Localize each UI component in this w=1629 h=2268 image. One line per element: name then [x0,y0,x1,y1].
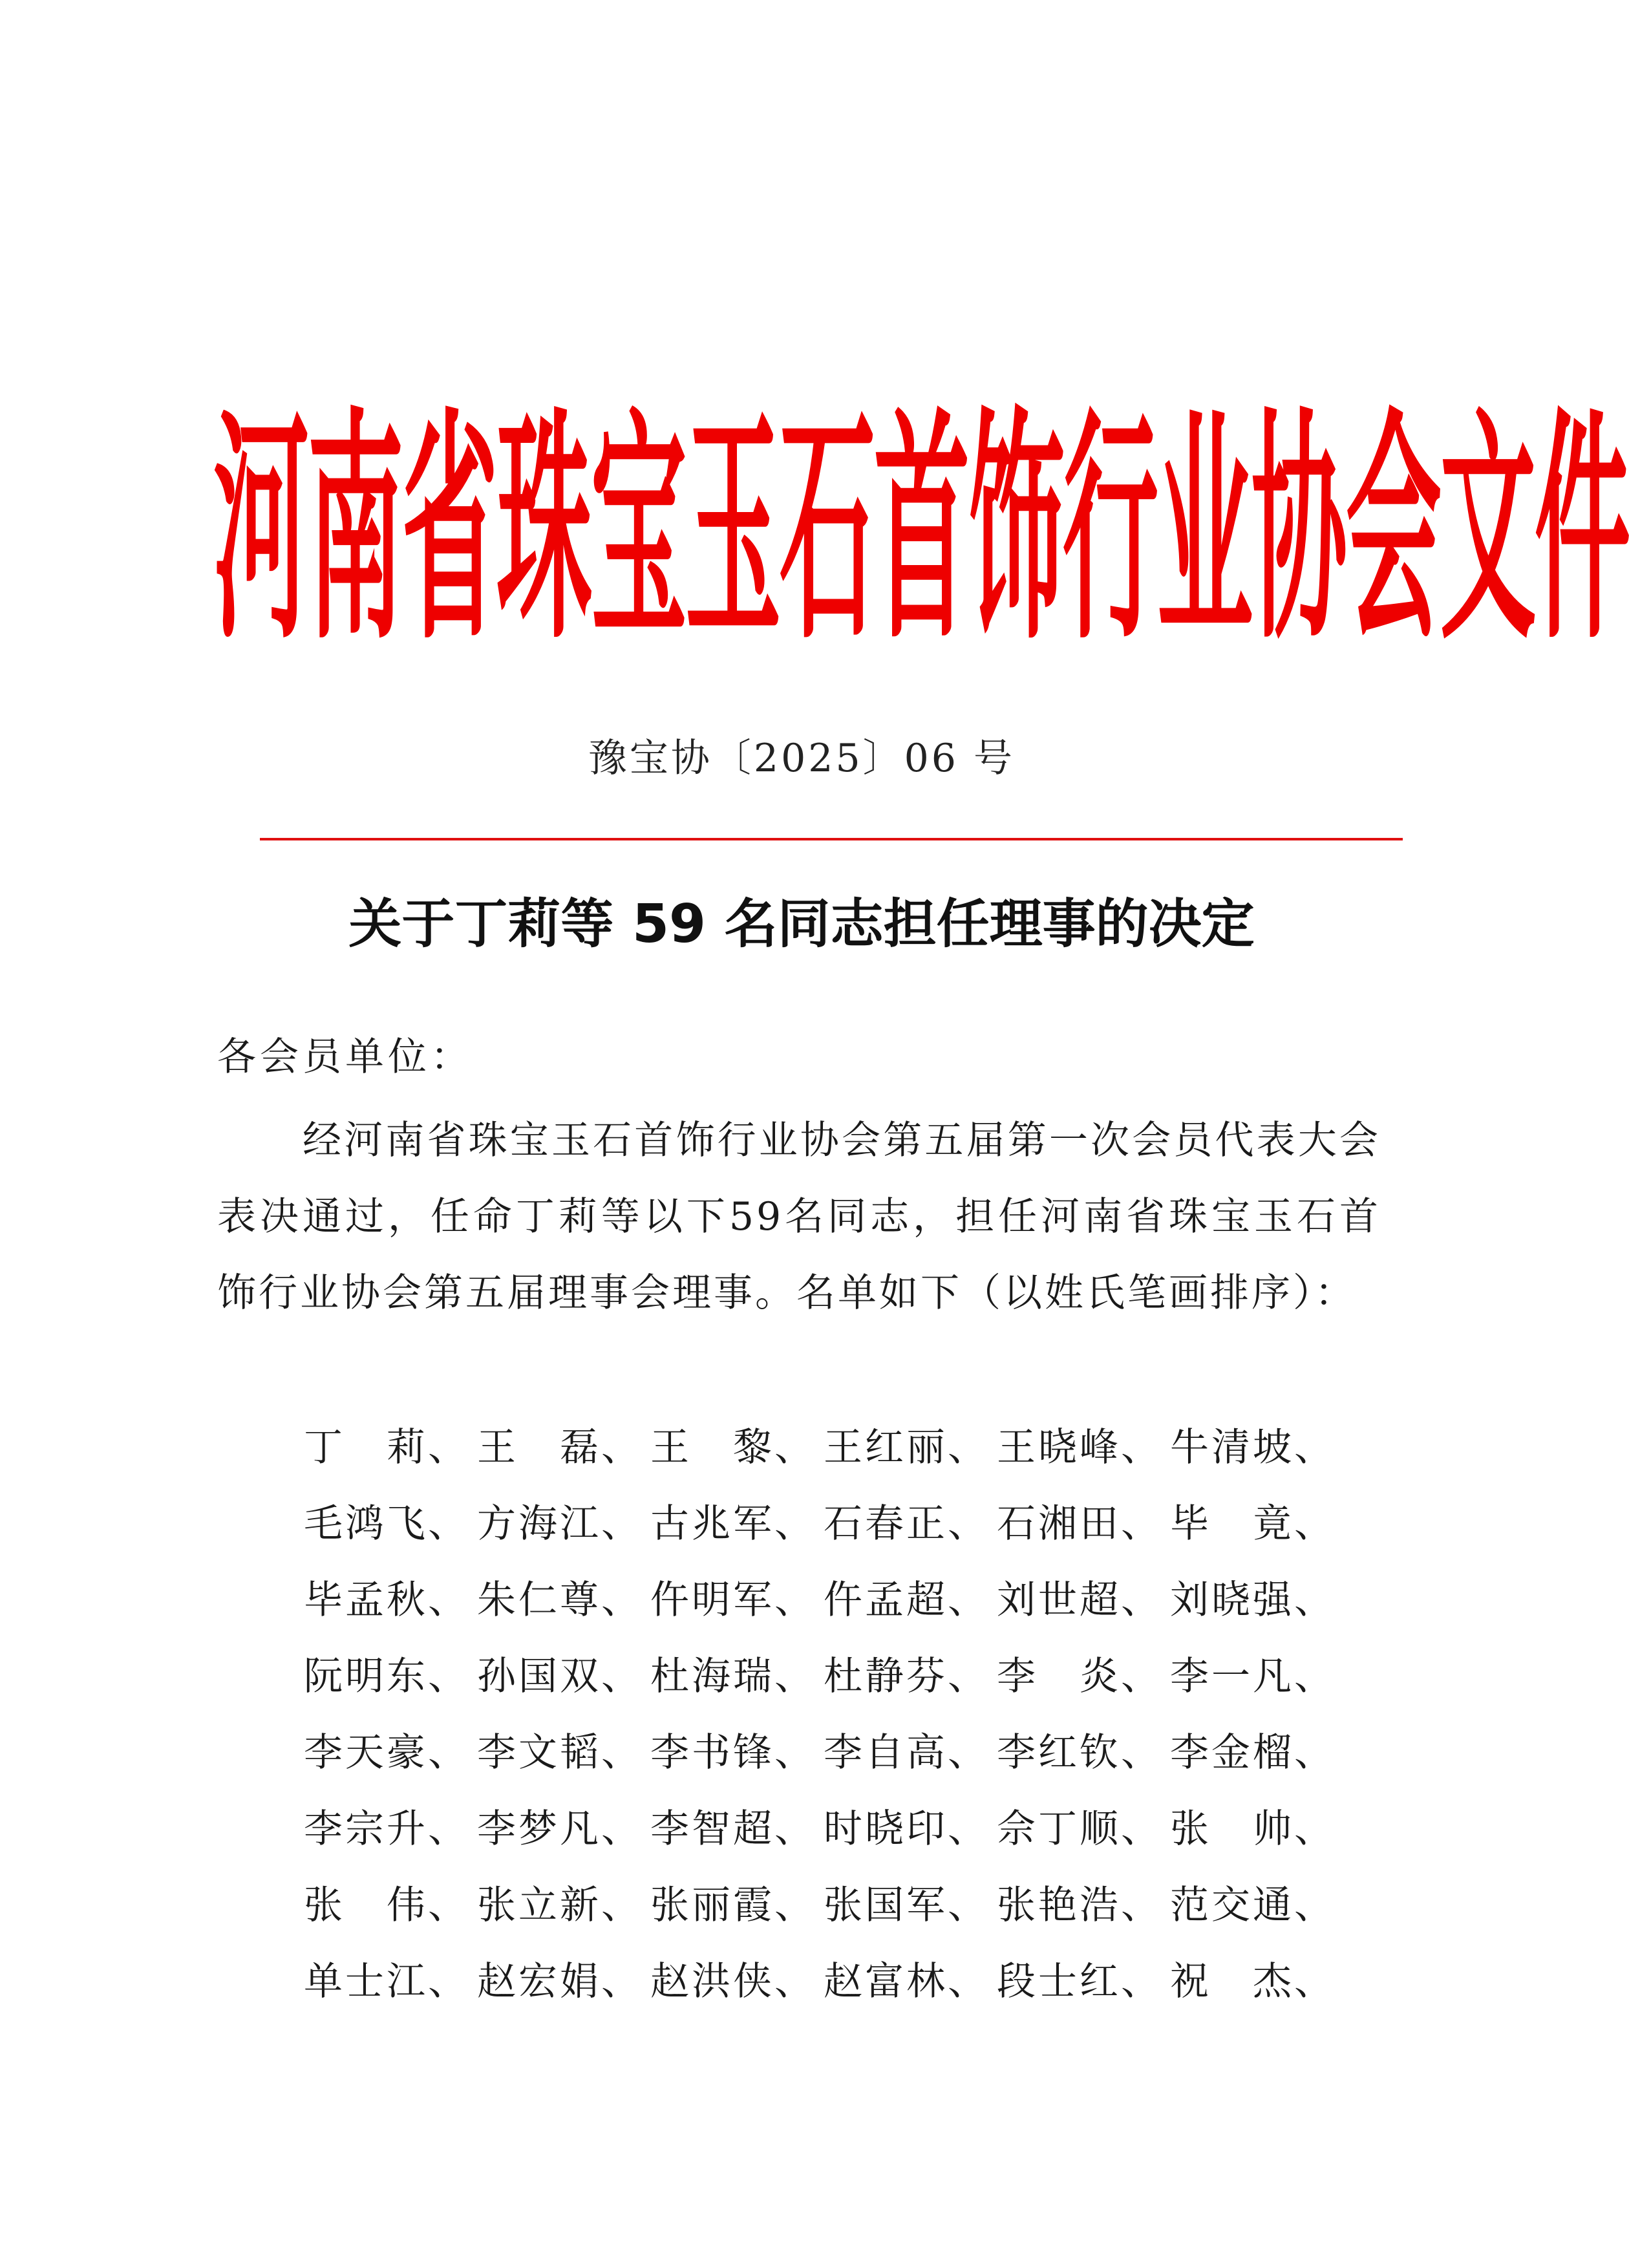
name-entry: 张 伟、 [304,1883,469,1928]
name-entry: 李文韬、 [477,1730,643,1775]
name-entry: 时晓印、 [824,1806,989,1852]
name-entry: 王 黎、 [650,1425,816,1470]
name-entry: 阮明东、 [304,1654,469,1699]
name-entry: 仵孟超、 [824,1578,989,1623]
name-entry: 李 炎、 [997,1654,1162,1699]
name-entry: 李宗升、 [304,1806,469,1852]
name-entry: 古兆军、 [650,1501,816,1546]
name-entry: 刘晓强、 [1170,1578,1336,1623]
name-entry: 王晓峰、 [997,1425,1162,1470]
name-entry: 张艳浩、 [997,1883,1162,1928]
name-entry: 李一凡、 [1170,1654,1336,1699]
name-row [304,1711,1383,1788]
name-entry: 佘丁顺、 [997,1806,1162,1852]
name-entry: 赵洪侠、 [650,1959,816,2004]
name-entry: 毕孟秋、 [304,1578,469,1623]
name-entry: 单士江、 [304,1959,469,2004]
name-entry: 刘世超、 [997,1578,1162,1623]
masthead-text: 河南省珠宝玉石首饰行业协会文件 [213,388,1629,672]
name-row [304,1940,1383,2017]
name-row [304,1482,1383,1559]
name-entry: 赵富林、 [824,1959,989,2004]
name-entry: 毕 竟、 [1170,1501,1336,1546]
name-entry: 李梦凡、 [477,1806,643,1852]
name-entry: 毛鸿飞、 [304,1501,469,1546]
name-entry: 张丽霞、 [650,1883,816,1928]
masthead-title [213,388,1629,672]
name-entry: 石春正、 [824,1501,989,1546]
name-entry: 祝 杰、 [1170,1959,1336,2004]
name-entry: 赵宏娟、 [477,1959,643,2004]
red-divider-line [260,838,1403,840]
name-entry: 李自高、 [824,1730,989,1775]
name-entry: 丁 莉、 [304,1425,469,1470]
name-entry: 王红丽、 [824,1425,989,1470]
name-row [304,1864,1383,1940]
name-entry: 杜静芬、 [824,1654,989,1699]
document-number: 豫宝协〔2025〕06 号 [588,736,1016,781]
name-entry: 张国军、 [824,1883,989,1928]
name-entry: 牛清坡、 [1170,1425,1336,1470]
salutation: 各会员单位： [217,1034,473,1080]
name-list [304,1406,1383,2017]
name-entry: 仵明军、 [650,1578,816,1623]
name-entry: 范交通、 [1170,1883,1336,1928]
name-entry: 李红钦、 [997,1730,1162,1775]
document-title: 关于丁莉等 59 名同志担任理事的决定 [348,893,1255,955]
name-entry: 段士红、 [997,1959,1162,2004]
body-paragraph: 经河南省珠宝玉石首饰行业协会第五届第一次会员代表大会表决通过，任命丁莉等以下59名同志，担任河南省珠宝玉石首饰行业协会第五届理事会理事。名单如下（以姓氏笔画排序）： [217,1118,1381,1316]
name-entry: 王 磊、 [477,1425,643,1470]
name-entry: 李智超、 [650,1806,816,1852]
name-entry: 张 帅、 [1170,1806,1336,1852]
name-row [304,1635,1383,1711]
name-row [304,1559,1383,1635]
name-entry: 石湘田、 [997,1501,1162,1546]
name-entry: 杜海瑞、 [650,1654,816,1699]
name-entry: 方海江、 [477,1501,643,1546]
name-entry: 李金榴、 [1170,1730,1336,1775]
name-entry: 朱仁尊、 [477,1578,643,1623]
name-entry: 孙国双、 [477,1654,643,1699]
name-entry: 张立新、 [477,1883,643,1928]
name-entry: 李天豪、 [304,1730,469,1775]
name-entry: 李书锋、 [650,1730,816,1775]
name-row [304,1788,1383,1864]
name-row [304,1406,1383,1482]
